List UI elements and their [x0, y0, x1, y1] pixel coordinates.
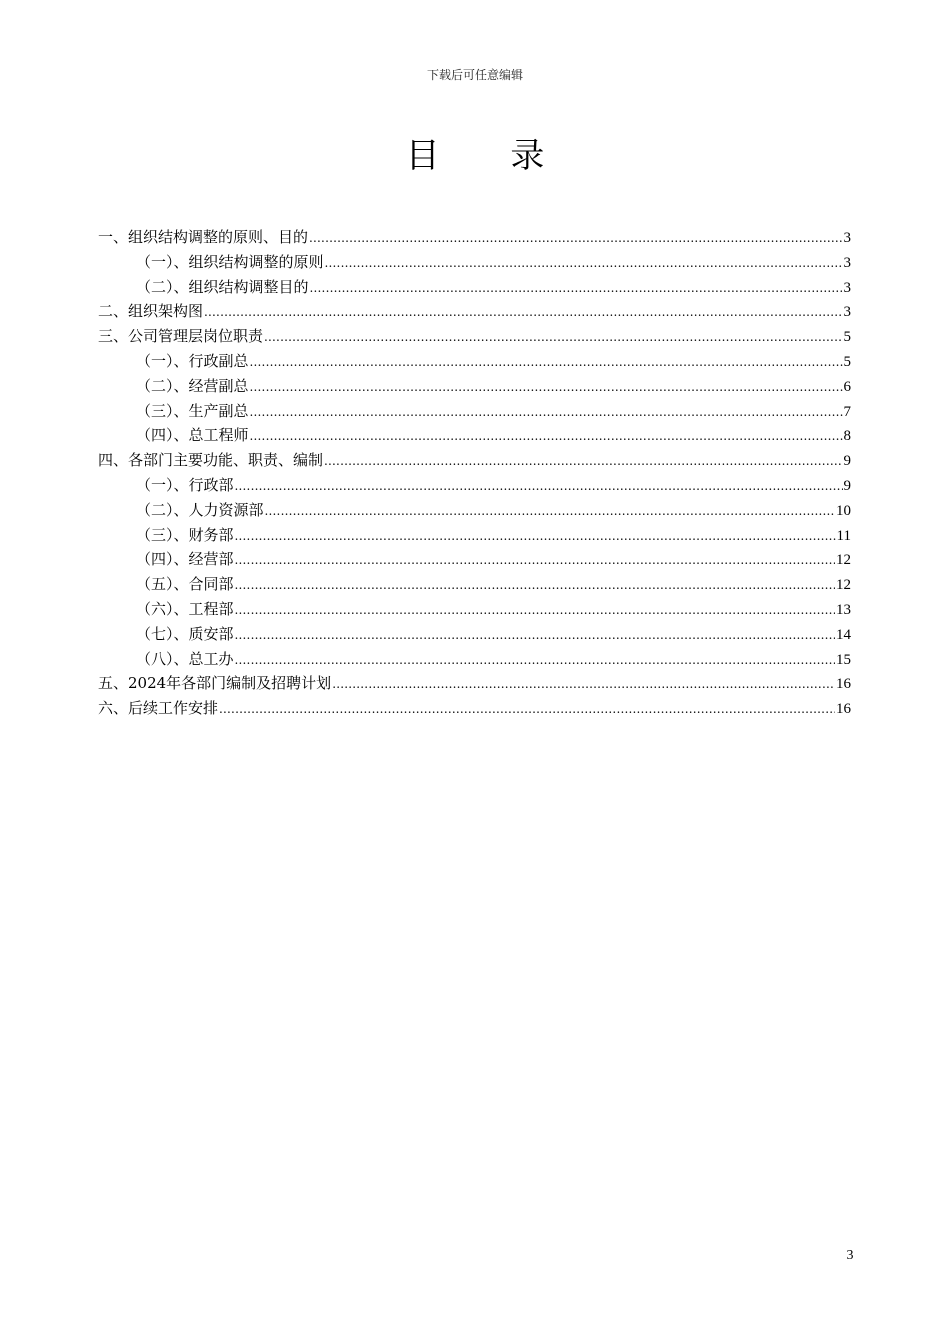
toc-dot-leader	[235, 648, 835, 673]
toc-entry-label: （四）、总工程师	[136, 426, 249, 445]
toc-entry-page: 5	[843, 353, 851, 370]
toc-dot-leader	[332, 672, 835, 697]
toc-entry-page: 14	[836, 626, 851, 643]
toc-dot-leader	[235, 573, 835, 598]
toc-entry-label: 四、各部门主要功能、职责、编制	[98, 451, 324, 470]
toc-dot-leader	[250, 375, 843, 400]
page-title: 目 录	[405, 136, 575, 176]
toc-entry-page: 9	[843, 453, 851, 470]
toc-dot-leader	[264, 325, 842, 350]
toc-entry[interactable]	[98, 349, 851, 374]
toc-entry-label: （二）、经营副总	[136, 376, 249, 395]
toc-entry-label: （一）、行政副总	[136, 351, 249, 370]
toc-entry[interactable]	[98, 374, 851, 399]
toc-entry-page: 3	[843, 230, 851, 246]
toc-entry[interactable]	[98, 324, 851, 349]
toc-entry-page: 7	[843, 403, 851, 420]
toc-entry[interactable]	[98, 572, 851, 597]
toc-entry-page: 11	[836, 527, 851, 544]
toc-entry[interactable]	[98, 473, 851, 498]
toc-entry-label: 二、组织架构图	[98, 302, 204, 321]
toc-entry-label: 五、2024年各部门编制及招聘计划	[98, 674, 332, 693]
toc-dot-leader	[235, 598, 835, 623]
toc-entry-page: 3	[843, 279, 851, 296]
toc-dot-leader	[324, 449, 842, 474]
toc-entry-page: 16	[836, 701, 851, 718]
toc-dot-leader	[309, 226, 842, 251]
toc-entry-page: 9	[843, 477, 851, 494]
toc-dot-leader	[235, 623, 835, 648]
toc-entry[interactable]	[98, 671, 851, 696]
toc-dot-leader	[204, 300, 842, 325]
toc-entry[interactable]	[98, 523, 851, 548]
toc-entry[interactable]	[98, 597, 851, 622]
toc-entry[interactable]	[98, 423, 851, 448]
toc-entry-page: 6	[843, 378, 851, 395]
table-of-contents	[98, 225, 851, 721]
toc-entry-page: 3	[843, 304, 851, 321]
toc-entry-page: 12	[836, 577, 851, 594]
toc-entry-label: 一、组织结构调整的原则、目的	[98, 228, 309, 246]
toc-entry-label: （一）、行政部	[136, 475, 234, 494]
toc-entry-page: 5	[843, 329, 851, 346]
toc-dot-leader	[235, 548, 835, 573]
toc-dot-leader	[325, 251, 843, 276]
toc-entry[interactable]	[98, 647, 851, 672]
toc-entry-page: 10	[836, 502, 851, 519]
toc-dot-leader	[235, 474, 843, 499]
toc-entry[interactable]	[98, 547, 851, 572]
toc-entry[interactable]	[98, 696, 851, 721]
toc-entry-label: （二）、组织结构调整目的	[136, 277, 309, 296]
toc-entry[interactable]	[98, 498, 851, 523]
toc-dot-leader	[250, 400, 843, 425]
toc-entry-label: （八）、总工办	[136, 649, 234, 668]
page-number: 3	[846, 1248, 854, 1263]
toc-entry-label: 三、公司管理层岗位职责	[98, 327, 264, 346]
toc-entry[interactable]	[98, 250, 851, 275]
page-header: 下载后可任意编辑	[426, 68, 523, 82]
toc-entry[interactable]	[98, 399, 851, 424]
toc-dot-leader	[250, 350, 843, 375]
toc-entry[interactable]	[98, 622, 851, 647]
toc-entry[interactable]	[98, 448, 851, 473]
toc-entry-label: （三）、生产副总	[136, 401, 249, 420]
toc-entry-page: 13	[836, 601, 851, 618]
toc-entry-label: （三）、财务部	[136, 525, 234, 544]
toc-entry-label: （四）、经营部	[136, 550, 234, 569]
toc-entry-label: （六）、工程部	[136, 599, 234, 618]
toc-entry-label: （五）、合同部	[136, 575, 234, 594]
toc-entry-label: （七）、质安部	[136, 624, 234, 643]
toc-entry-page: 15	[836, 651, 851, 668]
toc-dot-leader	[310, 276, 843, 301]
toc-entry[interactable]	[98, 299, 851, 324]
toc-dot-leader	[250, 424, 843, 449]
toc-entry-label: （二）、人力资源部	[136, 500, 264, 519]
toc-dot-leader	[219, 697, 835, 722]
toc-entry-label: （一）、组织结构调整的原则	[136, 252, 324, 271]
toc-entry[interactable]	[98, 275, 851, 300]
toc-entry-page: 12	[836, 552, 851, 569]
toc-entry-label: 六、后续工作安排	[98, 699, 219, 718]
toc-entry-page: 8	[843, 428, 851, 445]
toc-dot-leader	[265, 499, 835, 524]
toc-entry[interactable]	[98, 225, 851, 250]
toc-dot-leader	[235, 524, 836, 549]
toc-entry-page: 16	[836, 676, 851, 693]
toc-entry-page: 3	[843, 254, 851, 271]
